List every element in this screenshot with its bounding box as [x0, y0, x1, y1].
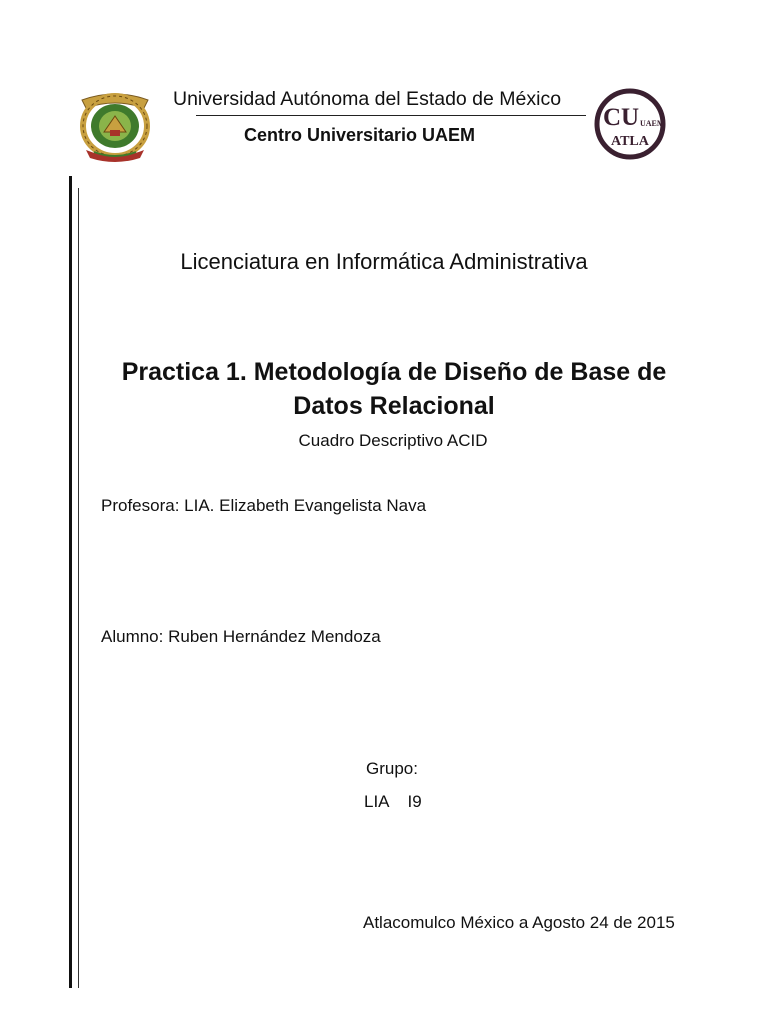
logo-text-atla: ATLA: [611, 134, 649, 149]
header-divider: [196, 115, 586, 116]
document-title-line-1: Practica 1. Metodología de Diseño de Base de: [121, 358, 667, 386]
left-margin-rule: [69, 176, 72, 988]
cu-uaem-atlacomulco-icon: [593, 88, 667, 160]
logo-text-uaem: UAEM: [640, 119, 665, 128]
program-name: Licenciatura en Informática Administrativa: [180, 249, 588, 274]
logo-text-cu: CU: [603, 104, 640, 131]
student-name: Alumno: Ruben Hernández Mendoza: [101, 627, 381, 646]
document-title: [100, 355, 688, 423]
document-subtitle: Cuadro Descriptivo ACID: [298, 431, 488, 450]
uaem-seal-icon: [74, 86, 156, 162]
university-name: Universidad Autónoma del Estado de México: [173, 88, 562, 110]
place-and-date: Atlacomulco México a Agosto 24 de 2015: [363, 913, 675, 932]
center-name: Centro Universitario UAEM: [244, 125, 476, 145]
document-title-line-2: Datos Relacional: [293, 392, 495, 420]
left-margin-rule-thin: [78, 188, 79, 988]
group-label: Grupo:: [366, 759, 418, 778]
group-value: LIA I9: [364, 792, 422, 811]
professor-name: Profesora: LIA. Elizabeth Evangelista Nava: [101, 496, 427, 515]
